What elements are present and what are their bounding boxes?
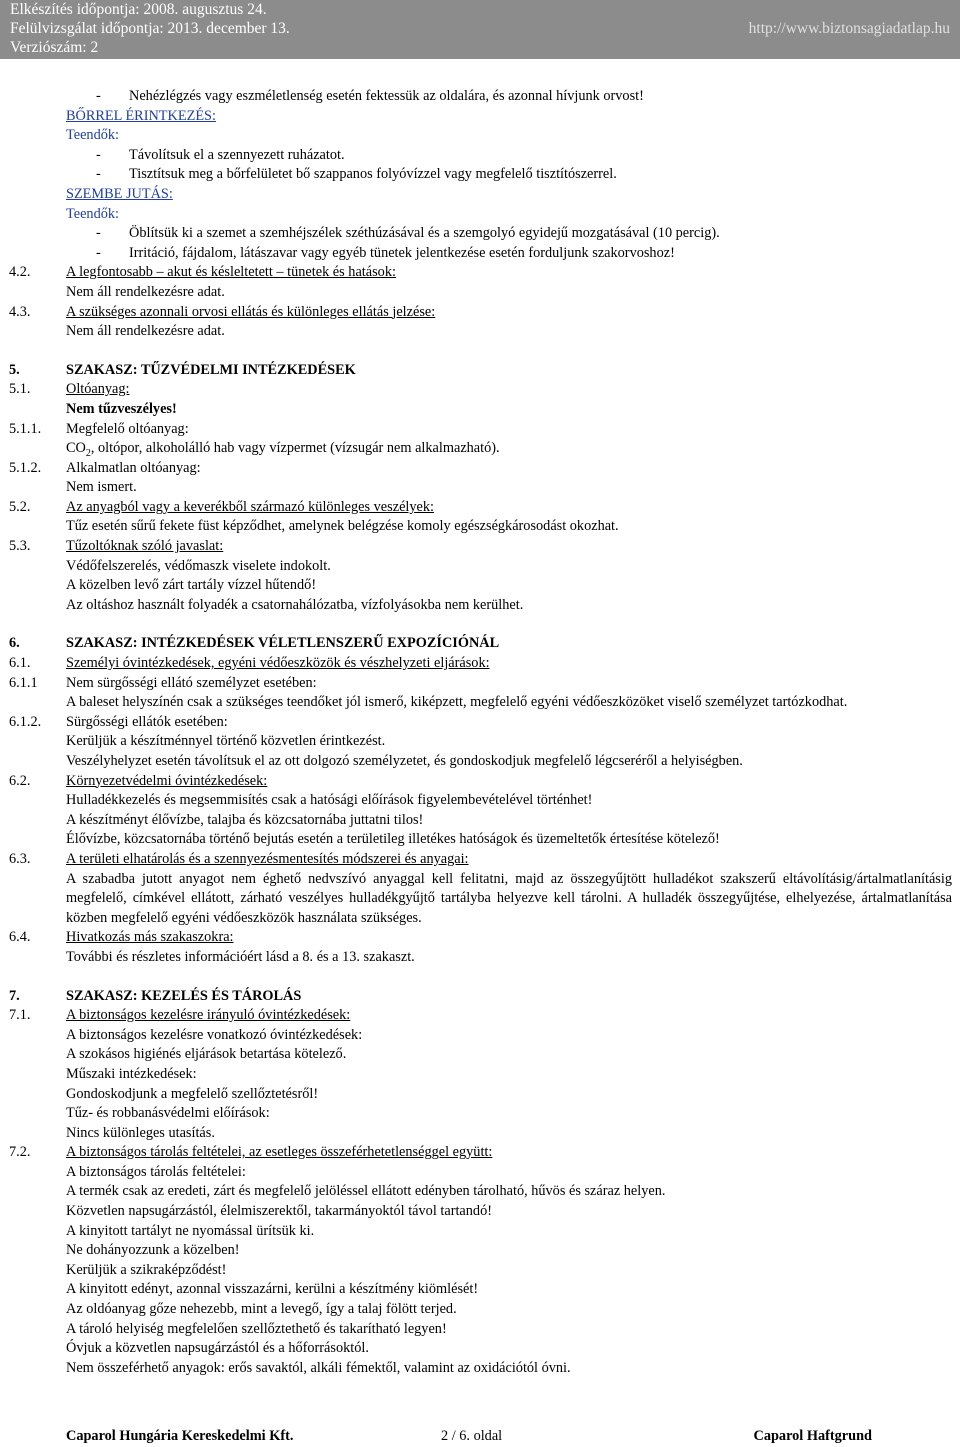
subsection-5-3: 5.3. Tűzoltóknak szóló javaslat:: [9, 538, 224, 555]
paragraph: Gondoskodjunk a megfelelő szellőztetésről!: [66, 1085, 319, 1102]
subsection-4-2: 4.2. A legfontosabb – akut és késleltetett – tünetek és hatások:: [9, 264, 396, 281]
subsection-4-3: 4.3. A szükséges azonnali orvosi ellátás és különleges ellátás jelzése:: [9, 303, 436, 320]
paragraph: Tűz- és robbanásvédelmi előírások:: [66, 1105, 270, 1122]
paragraph: A biztonságos tárolás feltételei:: [66, 1163, 246, 1180]
footer-company: Caparol Hungária Kereskedelmi Kft.: [66, 1428, 294, 1444]
paragraph: Nem ismert.: [66, 479, 137, 496]
paragraph: Nem áll rendelkezésre adat.: [66, 283, 225, 300]
subsection-5-1-1: 5.1.1. Megfelelő oltóanyag:: [9, 420, 189, 437]
paragraph: $CO_2$, oltópor, alkoholálló hab vagy vízpermet (vízsugár nem alkalmazható).: [66, 440, 500, 459]
section-6-heading: 6. SZAKASZ: INTÉZKEDÉSEK VÉLETLENSZERŰ EXPOZÍCIÓNÁL: [9, 635, 500, 652]
paragraph: Ne dohányozzunk a közelben!: [66, 1242, 240, 1259]
paragraph: Nem összeférhető anyagok: erős savaktól, alkáli fémektől, valamint az oxidációtól óvni.: [66, 1359, 571, 1376]
subsection-5-2: 5.2. Az anyagból vagy a keverékből származó különleges veszélyek:: [9, 498, 434, 515]
paragraph: Veszélyhelyzet esetén távolítsuk el az ott dolgozó személyzetet, és gondoskodjuk megfelelő légcseréről a helyiségben.: [66, 753, 743, 769]
list-item: - Tisztítsuk meg a bőrfelületet bő szappanos folyóvízzel vagy megfelelő tisztítószerrel.: [96, 166, 617, 183]
version-number: Verziószám: 2: [10, 39, 99, 56]
paragraph: Nincs különleges utasítás.: [66, 1124, 215, 1141]
paragraph: A készítményt élővízbe, talajba és közcsatornába juttatni tilos!: [66, 811, 424, 828]
skin-todo-label: Teendők:: [66, 127, 119, 144]
paragraph: Az oltáshoz használt folyadék a csatornahálózatba, vízfolyásokba nem kerülhet.: [66, 596, 524, 613]
paragraph: Kerüljük a szikraképződést!: [66, 1261, 227, 1278]
list-item: - Öblítsük ki a szemet a szemhéjszélek széthúzásával és a szemgolyó egyidejű mozgatásával (10 percig).: [96, 225, 720, 242]
paragraph: Nem áll rendelkezésre adat.: [66, 323, 225, 340]
page-number: 2 / 6. oldal: [441, 1428, 503, 1444]
paragraph: Tűz esetén sűrű fekete füst képződhet, amelynek belégzése komoly egészségkárosodást okozhat.: [66, 518, 619, 535]
subsection-7-1: 7.1. A biztonságos kezelésre irányuló óvintézkedések:: [9, 1007, 351, 1024]
list-item: - Irritáció, fájdalom, látászavar vagy egyéb tünetek jelentkezése esetén forduljunk szakorvoshoz!: [96, 244, 675, 261]
paragraph: A kinyitott edényt, azonnal visszazárni, kerülni a készítmény kiömlését!: [66, 1281, 479, 1298]
paragraph: Hulladékkezelés és megsemmisítés csak a hatósági előírások figyelembevételével történhet!: [66, 792, 593, 809]
paragraph: A szabadba jutott anyagot nem éghető nedvszívó anyaggal kell felitatni, majd az összegyűjtött hulladékot szakszerű eltávolításig/ártalmatlanításig megfelelő, címkével ellátott, zárható veszélyes hulladékgyűjtő tartályba helyezve kell tárolni. A hulladék összegyűjtése, elhelyezése, ártalmatlanítása közben megfelelő egyéni védőeszközök használata szükséges.: [66, 870, 952, 926]
subsection-7-2: 7.2. A biztonságos tárolás feltételei, az esetleges összeférhetetlenséggel együtt:: [9, 1144, 493, 1161]
paragraph: Védőfelszerelés, védőmaszk viselete indokolt.: [66, 557, 331, 574]
paragraph: A közelben levő zárt tartály vízzel hűtendő!: [66, 577, 317, 594]
paragraph: A szokásos higiénés eljárások betartása kötelező.: [66, 1046, 347, 1063]
eye-contact-title: SZEMBE JUTÁS:: [66, 185, 173, 202]
paragraph: Az oldóanyag gőze nehezebb, mint a levegő, így a talaj fölött terjed.: [66, 1301, 457, 1318]
eye-todo-label: Teendők:: [66, 205, 119, 222]
paragraph: További és részletes információért lásd a 8. és a 13. szakaszt.: [66, 948, 415, 965]
paragraph: A baleset helyszínén csak a szükséges teendőket jól ismerő, kiképzett, megfelelő egyéni védőeszközöket viselő személyzet tartózkodhat.: [66, 694, 848, 711]
revision-date: Felülvizsgálat időpontja: 2013. december 13.: [10, 20, 290, 37]
document-footer: [66, 1428, 872, 1445]
subsection-6-1-1: 6.1.1 Nem sürgősségi ellátó személyzet esetében:: [9, 674, 317, 691]
subsection-6-4: 6.4. Hivatkozás más szakaszokra:: [9, 929, 234, 946]
paragraph: Közvetlen napsugárzástól, élelmiszerektől, takarmányoktól távol tartandó!: [66, 1203, 492, 1220]
paragraph: Kerüljük a készítménnyel történő közvetlen érintkezést.: [66, 733, 386, 750]
paragraph: Élővízbe, közcsatornába történő bejutás esetén a területileg illetékes hatóságok és üzemeltetők értesítése kötelező!: [66, 831, 720, 848]
skin-contact-title: BŐRREL ÉRINTKEZÉS:: [66, 107, 216, 124]
header-url[interactable]: http://www.biztonsagiadatlap.hu: [748, 20, 950, 37]
footer-product: Caparol Haftgrund: [753, 1428, 872, 1444]
section-5-heading: 5. SZAKASZ: TŰZVÉDELMI INTÉZKEDÉSEK: [9, 361, 356, 378]
section-7-heading: 7. SZAKASZ: KEZELÉS ÉS TÁROLÁS: [9, 987, 302, 1004]
subsection-5-1-2: 5.1.2. Alkalmatlan oltóanyag:: [9, 459, 201, 476]
paragraph: A tároló helyiség megfelelően szellőztethető és takarítható legyen!: [66, 1320, 447, 1337]
paragraph: Nem tűzveszélyes!: [66, 400, 177, 417]
paragraph: Műszaki intézkedések:: [66, 1065, 197, 1082]
paragraph: A termék csak az eredeti, zárt és megfelelő jelöléssel ellátott edényben tárolható, hűvös és száraz helyen.: [66, 1183, 666, 1200]
paragraph: A kinyitott tartályt ne nyomással ürítsük ki.: [66, 1222, 315, 1239]
subsection-6-1: 6.1. Személyi óvintézkedések, egyéni védőeszközök és vészhelyzeti eljárások:: [9, 655, 490, 672]
subsection-6-3: 6.3. A területi elhatárolás és a szennyezésmentesítés módszerei és anyagai:: [9, 850, 469, 867]
paragraph: A biztonságos kezelésre vonatkozó óvintézkedések:: [66, 1026, 363, 1043]
paragraph: Óvjuk a közvetlen napsugárzástól és a hőforrásoktól.: [66, 1340, 369, 1357]
document-body: [0, 59, 960, 1378]
subsection-6-1-2: 6.1.2. Sürgősségi ellátók esetében:: [9, 713, 228, 730]
list-item: - Távolítsuk el a szennyezett ruházatot.: [96, 146, 345, 163]
document-header: [0, 0, 960, 59]
created-date: Elkészítés időpontja: 2008. augusztus 24.: [10, 1, 267, 18]
subsection-6-2: 6.2. Környezetvédelmi óvintézkedések:: [9, 772, 268, 789]
list-item: - Nehézlégzés vagy eszméletlenség esetén fektessük az oldalára, és azonnal hívjunk orvost!: [96, 88, 644, 104]
subsection-5-1: 5.1. Oltóanyag:: [9, 381, 130, 398]
